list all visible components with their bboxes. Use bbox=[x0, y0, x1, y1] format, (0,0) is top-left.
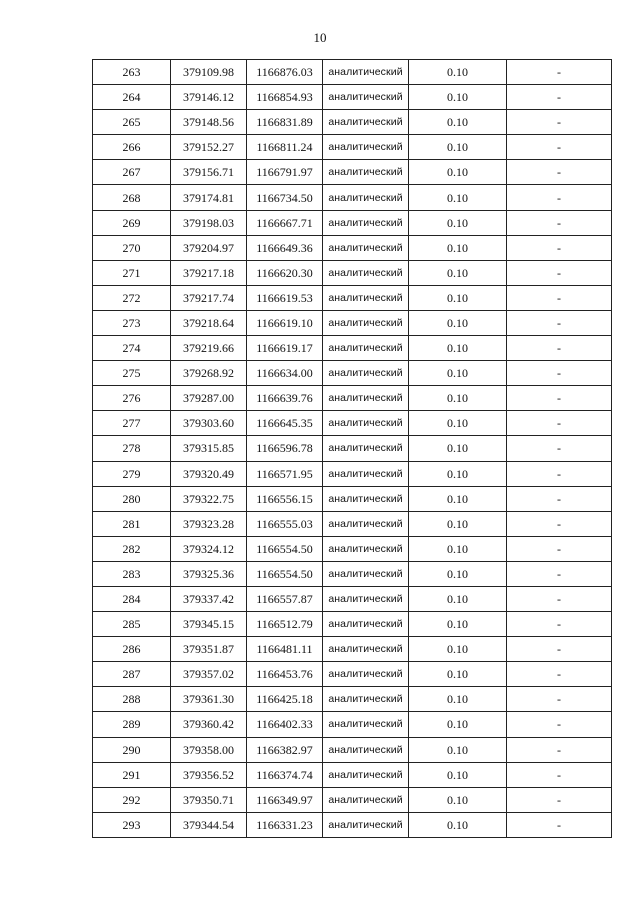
point-number-cell: 288 bbox=[93, 687, 171, 712]
point-number-cell: 278 bbox=[93, 436, 171, 461]
point-number-cell: 283 bbox=[93, 561, 171, 586]
y-coordinate-cell: 1166596.78 bbox=[247, 436, 323, 461]
point-number-cell: 289 bbox=[93, 712, 171, 737]
table-row bbox=[93, 637, 612, 662]
accuracy-cell: 0.10 bbox=[409, 336, 507, 361]
description-cell: - bbox=[507, 361, 612, 386]
table-row bbox=[93, 135, 612, 160]
method-cell: аналитический bbox=[323, 160, 409, 185]
y-coordinate-cell: 1166619.10 bbox=[247, 310, 323, 335]
y-coordinate-cell: 1166649.36 bbox=[247, 235, 323, 260]
point-number-cell: 292 bbox=[93, 787, 171, 812]
y-coordinate-cell: 1166382.97 bbox=[247, 737, 323, 762]
x-coordinate-cell: 379358.00 bbox=[171, 737, 247, 762]
description-cell: - bbox=[507, 561, 612, 586]
accuracy-cell: 0.10 bbox=[409, 637, 507, 662]
description-cell: - bbox=[507, 787, 612, 812]
point-number-cell: 263 bbox=[93, 60, 171, 85]
accuracy-cell: 0.10 bbox=[409, 612, 507, 637]
method-cell: аналитический bbox=[323, 210, 409, 235]
description-cell: - bbox=[507, 235, 612, 260]
description-cell: - bbox=[507, 461, 612, 486]
description-cell: - bbox=[507, 586, 612, 611]
x-coordinate-cell: 379109.98 bbox=[171, 60, 247, 85]
table-row bbox=[93, 110, 612, 135]
point-number-cell: 273 bbox=[93, 310, 171, 335]
method-cell: аналитический bbox=[323, 85, 409, 110]
point-number-cell: 277 bbox=[93, 411, 171, 436]
y-coordinate-cell: 1166374.74 bbox=[247, 762, 323, 787]
x-coordinate-cell: 379303.60 bbox=[171, 411, 247, 436]
table-row bbox=[93, 185, 612, 210]
accuracy-cell: 0.10 bbox=[409, 486, 507, 511]
description-cell: - bbox=[507, 160, 612, 185]
y-coordinate-cell: 1166876.03 bbox=[247, 60, 323, 85]
table-row bbox=[93, 762, 612, 787]
table-row bbox=[93, 561, 612, 586]
x-coordinate-cell: 379219.66 bbox=[171, 336, 247, 361]
point-number-cell: 264 bbox=[93, 85, 171, 110]
method-cell: аналитический bbox=[323, 486, 409, 511]
method-cell: аналитический bbox=[323, 762, 409, 787]
table-row bbox=[93, 511, 612, 536]
x-coordinate-cell: 379351.87 bbox=[171, 637, 247, 662]
accuracy-cell: 0.10 bbox=[409, 361, 507, 386]
x-coordinate-cell: 379322.75 bbox=[171, 486, 247, 511]
description-cell: - bbox=[507, 310, 612, 335]
accuracy-cell: 0.10 bbox=[409, 60, 507, 85]
x-coordinate-cell: 379356.52 bbox=[171, 762, 247, 787]
method-cell: аналитический bbox=[323, 737, 409, 762]
point-number-cell: 284 bbox=[93, 586, 171, 611]
point-number-cell: 280 bbox=[93, 486, 171, 511]
accuracy-cell: 0.10 bbox=[409, 85, 507, 110]
table-row bbox=[93, 60, 612, 85]
accuracy-cell: 0.10 bbox=[409, 135, 507, 160]
description-cell: - bbox=[507, 85, 612, 110]
description-cell: - bbox=[507, 812, 612, 837]
y-coordinate-cell: 1166634.00 bbox=[247, 361, 323, 386]
accuracy-cell: 0.10 bbox=[409, 687, 507, 712]
x-coordinate-cell: 379218.64 bbox=[171, 310, 247, 335]
y-coordinate-cell: 1166734.50 bbox=[247, 185, 323, 210]
accuracy-cell: 0.10 bbox=[409, 461, 507, 486]
x-coordinate-cell: 379337.42 bbox=[171, 586, 247, 611]
accuracy-cell: 0.10 bbox=[409, 812, 507, 837]
y-coordinate-cell: 1166620.30 bbox=[247, 260, 323, 285]
table-row bbox=[93, 737, 612, 762]
accuracy-cell: 0.10 bbox=[409, 511, 507, 536]
coordinates-table bbox=[92, 59, 612, 838]
description-cell: - bbox=[507, 737, 612, 762]
x-coordinate-cell: 379174.81 bbox=[171, 185, 247, 210]
y-coordinate-cell: 1166667.71 bbox=[247, 210, 323, 235]
method-cell: аналитический bbox=[323, 260, 409, 285]
x-coordinate-cell: 379323.28 bbox=[171, 511, 247, 536]
y-coordinate-cell: 1166554.50 bbox=[247, 536, 323, 561]
table-row bbox=[93, 662, 612, 687]
y-coordinate-cell: 1166645.35 bbox=[247, 411, 323, 436]
description-cell: - bbox=[507, 637, 612, 662]
point-number-cell: 275 bbox=[93, 361, 171, 386]
method-cell: аналитический bbox=[323, 60, 409, 85]
method-cell: аналитический bbox=[323, 436, 409, 461]
table-row bbox=[93, 361, 612, 386]
table-row bbox=[93, 536, 612, 561]
table-row bbox=[93, 812, 612, 837]
point-number-cell: 268 bbox=[93, 185, 171, 210]
method-cell: аналитический bbox=[323, 511, 409, 536]
point-number-cell: 272 bbox=[93, 285, 171, 310]
accuracy-cell: 0.10 bbox=[409, 411, 507, 436]
description-cell: - bbox=[507, 662, 612, 687]
page-number: 10 bbox=[313, 30, 327, 45]
method-cell: аналитический bbox=[323, 235, 409, 260]
table-row bbox=[93, 336, 612, 361]
y-coordinate-cell: 1166791.97 bbox=[247, 160, 323, 185]
point-number-cell: 265 bbox=[93, 110, 171, 135]
table-row bbox=[93, 210, 612, 235]
method-cell: аналитический bbox=[323, 687, 409, 712]
method-cell: аналитический bbox=[323, 561, 409, 586]
point-number-cell: 271 bbox=[93, 260, 171, 285]
y-coordinate-cell: 1166619.53 bbox=[247, 285, 323, 310]
y-coordinate-cell: 1166481.11 bbox=[247, 637, 323, 662]
x-coordinate-cell: 379146.12 bbox=[171, 85, 247, 110]
table-row bbox=[93, 411, 612, 436]
y-coordinate-cell: 1166453.76 bbox=[247, 662, 323, 687]
accuracy-cell: 0.10 bbox=[409, 762, 507, 787]
table-row bbox=[93, 85, 612, 110]
x-coordinate-cell: 379315.85 bbox=[171, 436, 247, 461]
table-row bbox=[93, 386, 612, 411]
accuracy-cell: 0.10 bbox=[409, 386, 507, 411]
method-cell: аналитический bbox=[323, 336, 409, 361]
x-coordinate-cell: 379360.42 bbox=[171, 712, 247, 737]
method-cell: аналитический bbox=[323, 361, 409, 386]
table-row bbox=[93, 260, 612, 285]
accuracy-cell: 0.10 bbox=[409, 586, 507, 611]
y-coordinate-cell: 1166831.89 bbox=[247, 110, 323, 135]
table-row bbox=[93, 486, 612, 511]
point-number-cell: 291 bbox=[93, 762, 171, 787]
x-coordinate-cell: 379198.03 bbox=[171, 210, 247, 235]
method-cell: аналитический bbox=[323, 185, 409, 210]
point-number-cell: 266 bbox=[93, 135, 171, 160]
y-coordinate-cell: 1166639.76 bbox=[247, 386, 323, 411]
y-coordinate-cell: 1166555.03 bbox=[247, 511, 323, 536]
y-coordinate-cell: 1166349.97 bbox=[247, 787, 323, 812]
table-row bbox=[93, 310, 612, 335]
accuracy-cell: 0.10 bbox=[409, 436, 507, 461]
accuracy-cell: 0.10 bbox=[409, 110, 507, 135]
method-cell: аналитический bbox=[323, 637, 409, 662]
point-number-cell: 287 bbox=[93, 662, 171, 687]
description-cell: - bbox=[507, 687, 612, 712]
point-number-cell: 293 bbox=[93, 812, 171, 837]
y-coordinate-cell: 1166425.18 bbox=[247, 687, 323, 712]
y-coordinate-cell: 1166811.24 bbox=[247, 135, 323, 160]
point-number-cell: 282 bbox=[93, 536, 171, 561]
point-number-cell: 286 bbox=[93, 637, 171, 662]
x-coordinate-cell: 379357.02 bbox=[171, 662, 247, 687]
description-cell: - bbox=[507, 411, 612, 436]
description-cell: - bbox=[507, 135, 612, 160]
y-coordinate-cell: 1166331.23 bbox=[247, 812, 323, 837]
x-coordinate-cell: 379361.30 bbox=[171, 687, 247, 712]
x-coordinate-cell: 379217.74 bbox=[171, 285, 247, 310]
point-number-cell: 270 bbox=[93, 235, 171, 260]
x-coordinate-cell: 379268.92 bbox=[171, 361, 247, 386]
table-row bbox=[93, 160, 612, 185]
description-cell: - bbox=[507, 336, 612, 361]
accuracy-cell: 0.10 bbox=[409, 210, 507, 235]
table-row bbox=[93, 586, 612, 611]
description-cell: - bbox=[507, 386, 612, 411]
point-number-cell: 269 bbox=[93, 210, 171, 235]
accuracy-cell: 0.10 bbox=[409, 536, 507, 561]
description-cell: - bbox=[507, 260, 612, 285]
description-cell: - bbox=[507, 536, 612, 561]
point-number-cell: 285 bbox=[93, 612, 171, 637]
x-coordinate-cell: 379350.71 bbox=[171, 787, 247, 812]
description-cell: - bbox=[507, 285, 612, 310]
accuracy-cell: 0.10 bbox=[409, 737, 507, 762]
description-cell: - bbox=[507, 210, 612, 235]
description-cell: - bbox=[507, 436, 612, 461]
accuracy-cell: 0.10 bbox=[409, 285, 507, 310]
accuracy-cell: 0.10 bbox=[409, 185, 507, 210]
method-cell: аналитический bbox=[323, 461, 409, 486]
accuracy-cell: 0.10 bbox=[409, 310, 507, 335]
method-cell: аналитический bbox=[323, 285, 409, 310]
method-cell: аналитический bbox=[323, 110, 409, 135]
accuracy-cell: 0.10 bbox=[409, 662, 507, 687]
method-cell: аналитический bbox=[323, 411, 409, 436]
description-cell: - bbox=[507, 762, 612, 787]
table-row bbox=[93, 235, 612, 260]
y-coordinate-cell: 1166854.93 bbox=[247, 85, 323, 110]
x-coordinate-cell: 379325.36 bbox=[171, 561, 247, 586]
description-cell: - bbox=[507, 110, 612, 135]
table-row bbox=[93, 687, 612, 712]
y-coordinate-cell: 1166619.17 bbox=[247, 336, 323, 361]
x-coordinate-cell: 379324.12 bbox=[171, 536, 247, 561]
accuracy-cell: 0.10 bbox=[409, 561, 507, 586]
table-row bbox=[93, 461, 612, 486]
x-coordinate-cell: 379345.15 bbox=[171, 612, 247, 637]
method-cell: аналитический bbox=[323, 812, 409, 837]
x-coordinate-cell: 379287.00 bbox=[171, 386, 247, 411]
y-coordinate-cell: 1166512.79 bbox=[247, 612, 323, 637]
description-cell: - bbox=[507, 612, 612, 637]
table-row bbox=[93, 712, 612, 737]
method-cell: аналитический bbox=[323, 787, 409, 812]
method-cell: аналитический bbox=[323, 135, 409, 160]
method-cell: аналитический bbox=[323, 612, 409, 637]
point-number-cell: 267 bbox=[93, 160, 171, 185]
x-coordinate-cell: 379152.27 bbox=[171, 135, 247, 160]
x-coordinate-cell: 379156.71 bbox=[171, 160, 247, 185]
description-cell: - bbox=[507, 60, 612, 85]
accuracy-cell: 0.10 bbox=[409, 787, 507, 812]
x-coordinate-cell: 379217.18 bbox=[171, 260, 247, 285]
point-number-cell: 281 bbox=[93, 511, 171, 536]
y-coordinate-cell: 1166402.33 bbox=[247, 712, 323, 737]
accuracy-cell: 0.10 bbox=[409, 260, 507, 285]
point-number-cell: 276 bbox=[93, 386, 171, 411]
y-coordinate-cell: 1166556.15 bbox=[247, 486, 323, 511]
y-coordinate-cell: 1166571.95 bbox=[247, 461, 323, 486]
x-coordinate-cell: 379344.54 bbox=[171, 812, 247, 837]
x-coordinate-cell: 379204.97 bbox=[171, 235, 247, 260]
method-cell: аналитический bbox=[323, 310, 409, 335]
accuracy-cell: 0.10 bbox=[409, 160, 507, 185]
method-cell: аналитический bbox=[323, 712, 409, 737]
method-cell: аналитический bbox=[323, 386, 409, 411]
x-coordinate-cell: 379320.49 bbox=[171, 461, 247, 486]
description-cell: - bbox=[507, 511, 612, 536]
method-cell: аналитический bbox=[323, 662, 409, 687]
y-coordinate-cell: 1166554.50 bbox=[247, 561, 323, 586]
table-row bbox=[93, 436, 612, 461]
accuracy-cell: 0.10 bbox=[409, 712, 507, 737]
point-number-cell: 274 bbox=[93, 336, 171, 361]
point-number-cell: 279 bbox=[93, 461, 171, 486]
method-cell: аналитический bbox=[323, 536, 409, 561]
description-cell: - bbox=[507, 486, 612, 511]
table-row bbox=[93, 612, 612, 637]
point-number-cell: 290 bbox=[93, 737, 171, 762]
table-row bbox=[93, 285, 612, 310]
table-body bbox=[93, 60, 612, 838]
description-cell: - bbox=[507, 712, 612, 737]
accuracy-cell: 0.10 bbox=[409, 235, 507, 260]
method-cell: аналитический bbox=[323, 586, 409, 611]
table-row bbox=[93, 787, 612, 812]
description-cell: - bbox=[507, 185, 612, 210]
x-coordinate-cell: 379148.56 bbox=[171, 110, 247, 135]
y-coordinate-cell: 1166557.87 bbox=[247, 586, 323, 611]
